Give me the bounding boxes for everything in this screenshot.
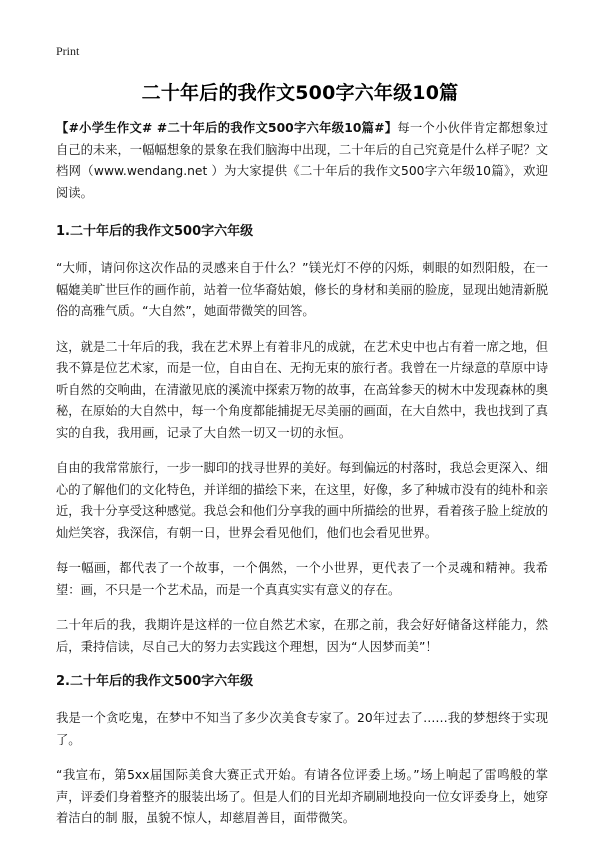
section-1-paragraph: “大师，请问你这次作品的灵感来自于什么？”镁光灯不停的闪烁，刺眼的如烈阳般，在一幅媲美旷世巨作的画作前，站着一位华裔姑娘，修长的身材和美丽的脸庞，显现出她清新脱俗的高雅气质。“大自然”，她面带微笑的回答。 [56, 261, 548, 318]
section-2-paragraph: “我宣布，第5xx届国际美食大赛正式开始。有请各位评委上场。”场上响起了雷鸣般的掌声，评委们身着整齐的服装出场了。但是人们的目光却齐刷刷地投向一位女评委身上，她穿着洁白的制 服，虽貌不惊人，却慈眉善目，面带微笑。 [56, 768, 548, 825]
section-2-paragraph: 我是一个贪吃鬼，在梦中不知当了多少次美食专家了。20年过去了……我的梦想终于实现了。 [56, 711, 548, 747]
intro-paragraph [56, 118, 548, 204]
page-title: 二十年后的我作文500字六年级10篇 [141, 82, 459, 104]
section-1-paragraph: 每一幅画，都代表了一个故事，一个偶然，一个小世界，更代表了一个灵魂和精神。我希望：画，不只是一个艺术品，而是一个真真实实有意义的存在。 [56, 561, 548, 597]
section-heading-1: 1.二十年后的我作文500字六年级 [56, 224, 254, 239]
section-1-paragraph: 自由的我常常旅行，一步一脚印的找寻世界的美好。每到偏远的村落时，我总会更深入、细心的了解他们的文化特色，并详细的描绘下来，在这里，好像，多了种城市没有的纯朴和亲近，我十分享受这种感觉。我总会和他们分享我的画中所描绘的世界，看着孩子脸上绽放的灿烂笑容，我深信，有朝一日，世界会看见他们，他们也会看见世界。 [56, 461, 548, 540]
intro-tag: 【#小学生作文# #二十年后的我作文500字六年级10篇#】 [56, 121, 398, 135]
document-body [56, 118, 548, 844]
print-link[interactable]: Print [56, 44, 80, 58]
section-1-paragraph: 这，就是二十年后的我，我在艺术界上有着非凡的成就，在艺术史中也占有着一席之地，但我不算是位艺术家，而是一位，自由自在、无拘无束的旅行者。我曾在一片绿意的草原中诗听自然的交响曲，在清澈见底的溪流中探索万物的故事，在高耸参天的树木中发现森林的奥秘，在原始的大自然中，每一个角度都能捕捉无尽美丽的画面，在大自然中，我也找到了真实的自我，我用画，记录了大自然一切又一切的永恒。 [56, 339, 548, 440]
intro-text: 每一个小伙伴肯定都想象过自己的未来，一幅幅想象的景象在我们脑海中出现，二十年后的自己究竟是什么样子呢？文档网（www.wendang.net ）为大家提供《二十年后的我作文500字六年级10篇》，欢迎阅读。 [56, 121, 548, 200]
section-1-paragraph: 二十年后的我，我期许是这样的一位自然艺术家，在那之前，我会好好储备这样能力，然后，秉持信读，尽自己大的努力去实践这个理想，因为“人因梦而美”！ [56, 618, 548, 654]
section-heading-2: 2.二十年后的我作文500字六年级 [56, 674, 254, 689]
